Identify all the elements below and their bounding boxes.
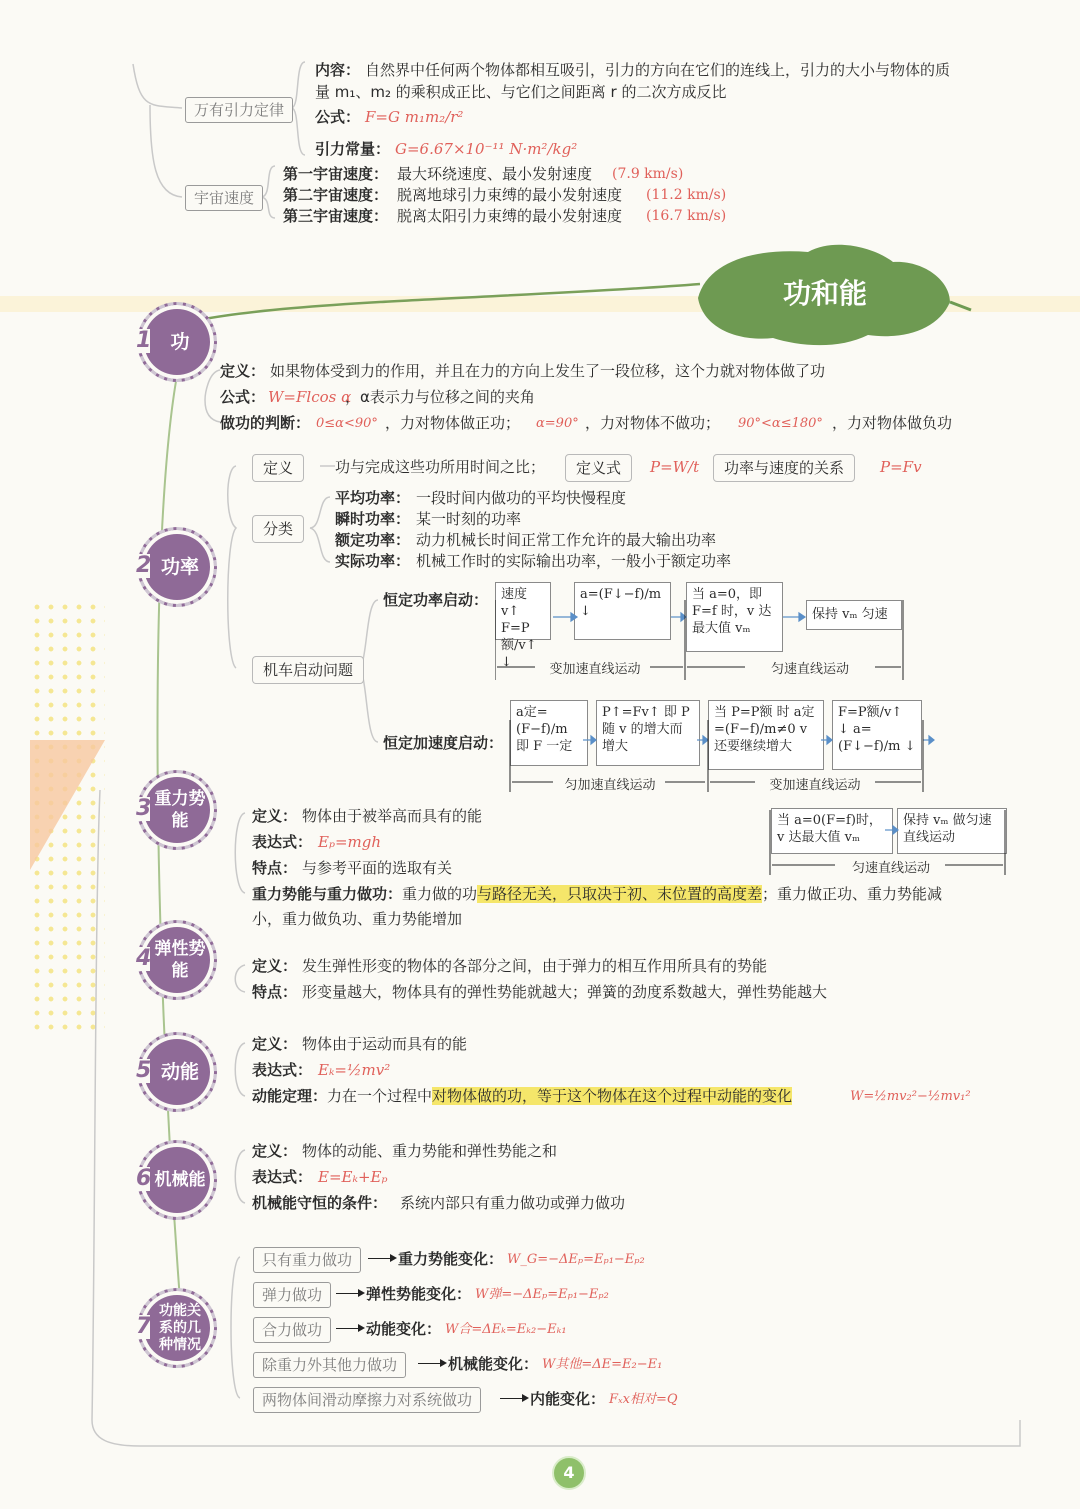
relation-formula: W弹=−ΔEₚ=Eₚ₁−Eₚ₂ (475, 1287, 609, 1302)
ca-segment-2: 变加速直线运动 (769, 778, 861, 793)
work-judge-3: ，力对物体做负功 (832, 414, 953, 432)
topic-label: 功 (170, 331, 190, 353)
page-number-badge (552, 1456, 586, 1490)
arrow-icon (358, 1289, 365, 1297)
gpe-relation-key: 重力势能与重力做功： (252, 885, 403, 903)
me-cond-key: 机械能守恒的条件： (252, 1194, 388, 1212)
power-classify-node: 分类 (252, 515, 304, 543)
cosmic-row-number: (11.2 km/s) (646, 187, 727, 203)
gravity-const-key: 引力常量： (315, 140, 391, 158)
power-type-value: 一段时间内做功的平均快慢程度 (416, 489, 627, 507)
ke-theorem-key: 动能定理： (252, 1087, 328, 1105)
power-type-key: 实际功率： (335, 552, 411, 570)
arrow-icon (336, 1328, 360, 1329)
topic-label: 弹性势能 (154, 939, 206, 981)
work-judge-1-cond: 0≤α<90° (316, 416, 378, 431)
gpe-relation-text: 重力做的功 (402, 885, 478, 903)
arrow-icon (522, 1394, 529, 1402)
relation-formula: W合=ΔEₖ=Eₖ₂−Eₖ₁ (445, 1322, 567, 1337)
gpe-expr-key: 表达式： (252, 833, 313, 851)
cosmic-row-key: 第三宇宙速度： (283, 207, 389, 225)
epe-def-value: 发生弹性形变的物体的各部分之间，由于弹力的相互作用所具有的势能 (302, 957, 768, 975)
gravity-formula: F=G m₁m₂/r² (365, 108, 464, 126)
relation-key: 机械能变化： (448, 1355, 539, 1373)
topic-label: 重力势能 (154, 789, 206, 831)
arrow-icon (500, 1398, 524, 1399)
me-cond-value: 系统内部只有重力做功或弹力做功 (400, 1194, 626, 1212)
power-type-key: 瞬时功率： (335, 510, 411, 528)
relation-key: 重力势能变化： (398, 1250, 504, 1268)
cosmic-row-number: (16.7 km/s) (646, 208, 727, 224)
power-def-value: 功与完成这些功所用时间之比； (335, 458, 546, 476)
ke-theorem-text: 力在一个过程中 (327, 1087, 433, 1105)
power-type-value: 机械工作时的实际输出功率，一般小于额定功率 (416, 552, 732, 570)
ke-def-value: 物体由于运动而具有的能 (302, 1035, 468, 1053)
ca-box-2: P↑=Fv↑ 即 P 随 v 的增大而增大 (596, 700, 700, 766)
me-expr-value: E=Eₖ+Eₚ (318, 1168, 388, 1186)
power-type-key: 额定功率： (335, 531, 411, 549)
cp-box-1: 速度v↑ F=P额/v↑ ↓ (495, 582, 551, 640)
gpe-feat-key: 特点： (252, 859, 298, 877)
power-def-formula-node: 定义式 (565, 454, 632, 482)
power-def-node: 定义 (252, 454, 304, 482)
me-def-key: 定义： (252, 1142, 298, 1160)
power-type-value: 某一时刻的功率 (416, 510, 522, 528)
cosmic-row-value: 最大环绕速度、最小发射速度 (397, 165, 593, 183)
cp-box-2: a=(F↓−f)/m ↓ (574, 582, 671, 640)
gravity-const-value: G=6.67×10⁻¹¹ N·m²/kg² (395, 140, 578, 158)
work-judge-2-cond: α=90° (536, 416, 579, 431)
relation-formula: Fₓx相对=Q (609, 1392, 678, 1407)
gpe-relation-line-2: 小，重力做负功、重力势能增加 (252, 910, 463, 928)
gravity-formula-key: 公式： (315, 108, 361, 126)
ke-def-key: 定义： (252, 1035, 298, 1053)
relation-formula: W其他=ΔE=E₂−E₁ (542, 1357, 663, 1372)
locomotive-startup-node: 机车启动问题 (252, 656, 364, 684)
topic-power-badge (137, 527, 217, 607)
power-type-value: 动力机械长时间正常工作允许的最大输出功率 (416, 531, 717, 549)
topic-epe-badge (137, 920, 217, 1000)
work-judge-3-cond: 90°<α≤180° (738, 416, 823, 431)
topic-ke-badge (137, 1032, 217, 1112)
gravity-content-value: 自然界中任何两个物体都相互吸引，引力的方向在它们的连线上，引力的大小与物体的质 (365, 61, 951, 79)
gpe-feat-value: 与参考平面的选取有关 (302, 859, 453, 877)
relation-formula: W_G=−ΔEₚ=Eₚ₁−Eₚ₂ (507, 1252, 645, 1267)
gpe-relation-text-2: ；重力做正功、重力势能减 (762, 885, 943, 903)
gpe-relation (252, 884, 942, 905)
ke-expr-key: 表达式： (252, 1061, 313, 1079)
ca-segment-1: 匀加速直线运动 (564, 778, 656, 793)
epe-feat-key: 特点： (252, 983, 298, 1001)
power-speed-formula: P=Fv (880, 458, 922, 476)
topic-number: 6 (136, 1166, 152, 1191)
ke-theorem-highlight: 对物体做的功，等于这个物体在这个过程中动能的变化 (432, 1087, 793, 1105)
cp-box-4: 保持 vₘ 匀速 (806, 600, 902, 630)
work-judge-1: ，力对物体做正功； (385, 414, 521, 432)
cosmic-row-key: 第二宇宙速度： (283, 186, 389, 204)
topic-number: 3 (136, 796, 152, 821)
ca-box-4: F=P额/v↑ ↓ a=(F↓−f)/m ↓ (832, 700, 922, 770)
constant-power-startup-label: 恒定功率启动： (383, 591, 489, 609)
page-number: 4 (563, 1463, 575, 1482)
cp-segment-2: 匀速直线运动 (770, 662, 849, 677)
arrow-icon (336, 1293, 360, 1294)
topic-relations-badge (137, 1288, 217, 1368)
relation-key: 动能变化： (366, 1320, 442, 1338)
me-expr-key: 表达式： (252, 1168, 313, 1186)
work-formula-key: 公式： (220, 388, 266, 406)
epe-def-key: 定义： (252, 957, 298, 975)
topic-gpe-badge (137, 770, 217, 850)
work-formula-note: ，α表示力与位移之间的夹角 (345, 388, 535, 406)
ke-theorem-formula: W=½mv₂²−½mv₁² (850, 1089, 971, 1104)
topic-label: 功率 (160, 556, 199, 578)
ca-segment-3: 匀速直线运动 (851, 861, 930, 876)
ke-expr-value: Eₖ=½mv² (318, 1061, 391, 1079)
gpe-relation-highlight: 与路径无关，只取决于初、末位置的高度差 (477, 885, 763, 903)
topic-label: 功能关系的几种情况 (159, 1302, 201, 1353)
ca-box-5: 当 a=0(F=f)时，v 达最大值 vₘ (771, 808, 893, 854)
relation-source: 只有重力做功 (253, 1247, 361, 1273)
relation-key: 弹性势能变化： (366, 1285, 472, 1303)
ca-box-1: a定=(F−f)/m 即 F 一定 (510, 700, 588, 766)
ca-box-3: 当 P=P额 时 a定=(F−f)/m≠0 v 还要继续增大 (708, 700, 824, 770)
arrow-icon (440, 1359, 447, 1367)
ca-box-6: 保持 vₘ 做匀速直线运动 (897, 808, 1007, 854)
cosmic-velocity-node: 宇宙速度 (185, 185, 263, 211)
work-formula: W=Flcos α (268, 388, 352, 406)
arrow-icon (418, 1363, 442, 1364)
topic-number: 2 (136, 553, 152, 578)
relation-source: 弹力做功 (253, 1282, 331, 1308)
relation-source: 除重力外其他力做功 (253, 1352, 406, 1378)
arrow-icon (390, 1254, 397, 1262)
relation-source: 合力做功 (253, 1317, 331, 1343)
chapter-title: 功和能 (783, 277, 868, 310)
topic-number: 4 (136, 946, 152, 971)
work-judge-key: 做功的判断： (220, 414, 311, 432)
topic-me-badge (137, 1140, 217, 1220)
cp-segment-1: 变加速直线运动 (549, 662, 641, 677)
topic-number: 7 (136, 1314, 152, 1339)
gravitation-node: 万有引力定律 (185, 97, 293, 123)
topic-label: 动能 (160, 1061, 199, 1083)
gravity-content-key: 内容： (315, 61, 361, 79)
cosmic-row-value: 脱离太阳引力束缚的最小发射速度 (397, 207, 623, 225)
work-judge-2: ，力对物体不做功； (585, 414, 721, 432)
cosmic-row-number: (7.9 km/s) (612, 166, 684, 182)
relation-key: 内能变化： (530, 1390, 606, 1408)
constant-accel-startup-label: 恒定加速度启动： (383, 734, 504, 752)
cp-box-3: 当 a=0，即 F=f 时，v 达最大值 vₘ (686, 582, 783, 652)
cosmic-row-value: 脱离地球引力束缚的最小发射速度 (397, 186, 623, 204)
work-def-value: 如果物体受到力的作用，并且在力的方向上发生了一段位移，这个力就对物体做了功 (270, 362, 826, 380)
relation-source: 两物体间滑动摩擦力对系统做功 (253, 1387, 481, 1413)
topic-work-badge (137, 302, 217, 382)
work-def-key: 定义： (220, 362, 266, 380)
gpe-def-key: 定义： (252, 807, 298, 825)
power-type-key: 平均功率： (335, 489, 411, 507)
gpe-expr-value: Eₚ=mgh (318, 833, 382, 851)
topic-number: 1 (136, 328, 152, 353)
ke-theorem (252, 1086, 792, 1107)
gpe-def-value: 物体由于被举高而具有的能 (302, 807, 483, 825)
power-speed-node: 功率与速度的关系 (713, 454, 855, 482)
power-def-formula: P=W/t (650, 458, 700, 476)
epe-feat-value: 形变量越大，物体具有的弹性势能就越大；弹簧的劲度系数越大，弹性势能越大 (302, 983, 828, 1001)
arrow-icon (368, 1258, 392, 1259)
topic-label: 机械能 (154, 1170, 206, 1190)
me-def-value: 物体的动能、重力势能和弹性势能之和 (302, 1142, 558, 1160)
gravity-content-value-2: 量 m₁、m₂ 的乘积成正比、与它们之间距离 r 的二次方成反比 (315, 83, 727, 101)
cosmic-row-key: 第一宇宙速度： (283, 165, 389, 183)
topic-number: 5 (136, 1058, 152, 1083)
arrow-icon (358, 1324, 365, 1332)
